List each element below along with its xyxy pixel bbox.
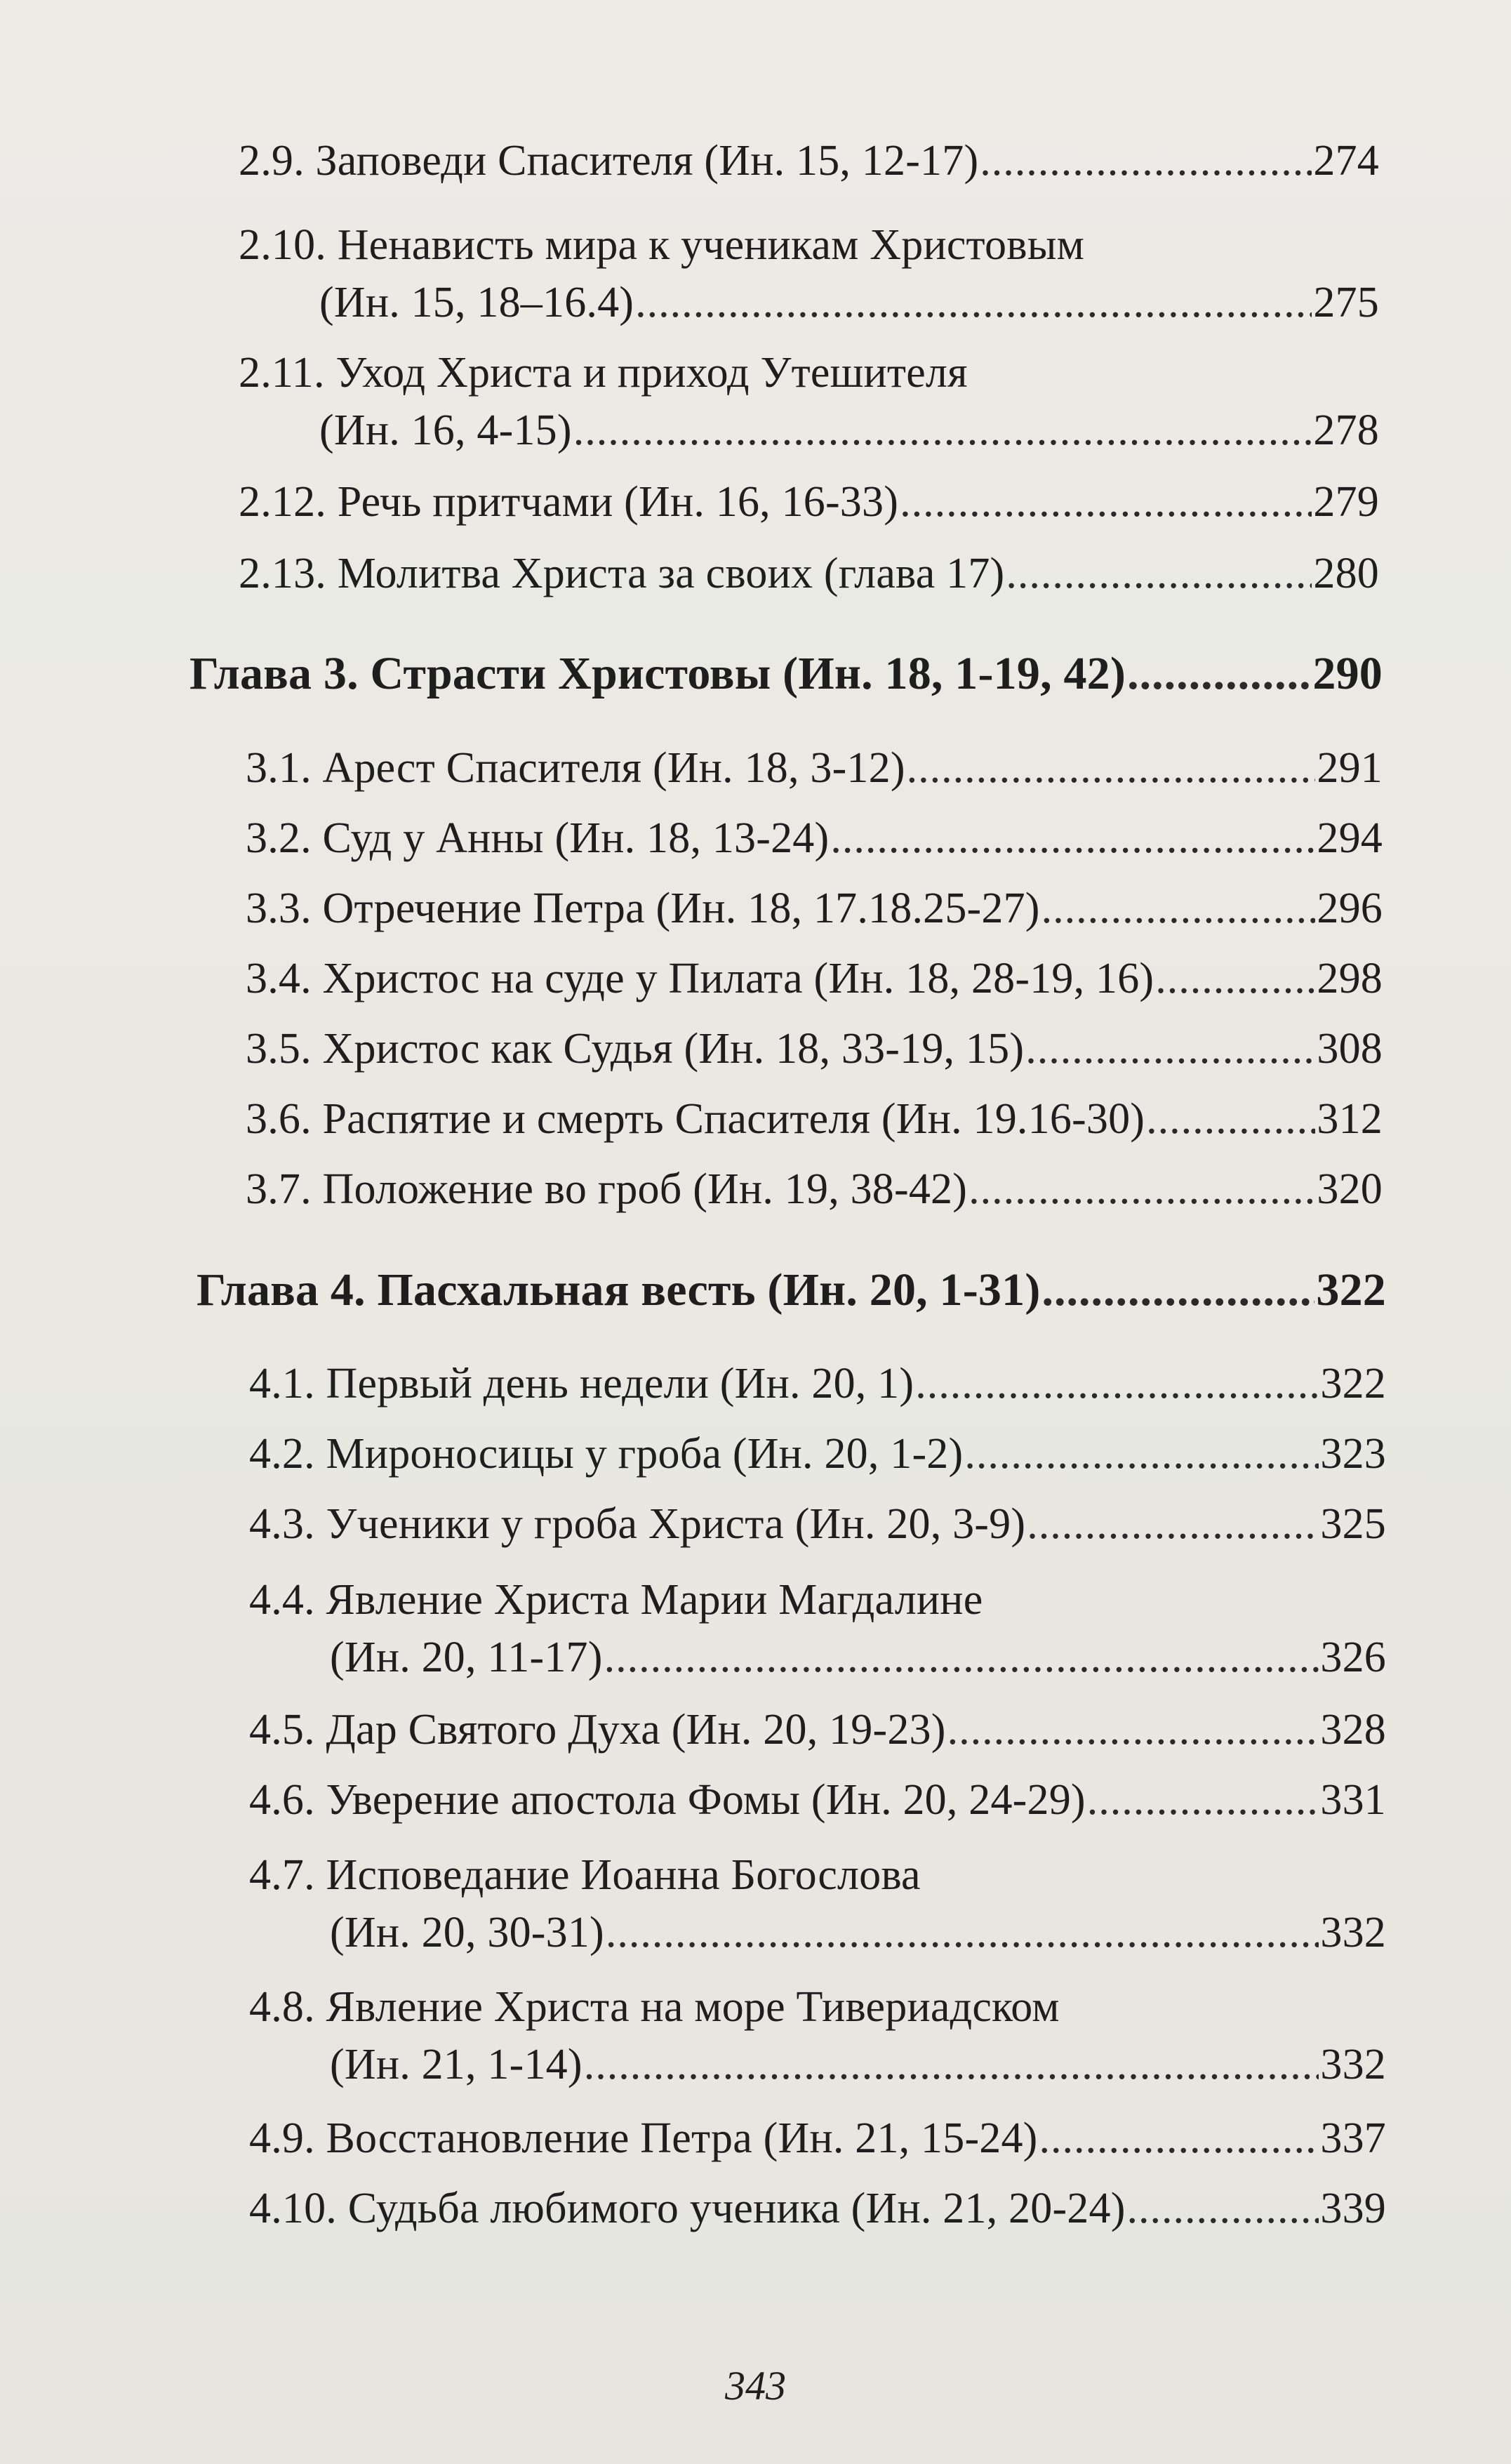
- dot-leader: [1146, 1097, 1315, 1141]
- toc-entry-title-continuation: (Ин. 15, 18–16.4): [319, 279, 634, 326]
- toc-entry-title: 4.4. Явление Христа Марии Магдалине: [249, 1576, 983, 1624]
- toc-line: [249, 1636, 1386, 1679]
- dot-leader: [907, 746, 1316, 790]
- dot-leader: [584, 2043, 1319, 2086]
- toc-line: [249, 2114, 1386, 2162]
- toc-page-number: 275: [1313, 279, 1379, 326]
- toc-section-entry: [246, 1167, 1383, 1211]
- toc-section-entry: [239, 552, 1379, 595]
- toc-section-entry: [249, 2114, 1386, 2162]
- toc-section-entry: [249, 1362, 1386, 1405]
- toc-entry-title: Глава 3. Страсти Христовы (Ин. 18, 1-19, 42): [189, 648, 1126, 699]
- toc-line: [246, 887, 1383, 930]
- dot-leader: [635, 281, 1312, 324]
- toc-page-number: 337: [1320, 2114, 1386, 2162]
- toc-entry-title: 4.7. Исповедание Иоанна Богослова: [249, 1851, 921, 1899]
- toc-line: [246, 957, 1383, 1000]
- toc-page-number: 328: [1320, 1706, 1386, 1754]
- dot-leader: [947, 1708, 1319, 1751]
- toc-line: [197, 1264, 1386, 1316]
- toc-line: [239, 223, 1379, 267]
- toc-line: [249, 1432, 1386, 1476]
- toc-page-number: 339: [1320, 2185, 1386, 2232]
- dot-leader: [1041, 887, 1316, 930]
- dot-leader: [1006, 552, 1312, 595]
- toc-entry-title: 2.9. Заповеди Спасителя (Ин. 15, 12-17): [239, 137, 979, 185]
- toc-line: [249, 1578, 1386, 1622]
- toc-entry-title: 3.3. Отречение Петра (Ин. 18, 17.18.25-27): [246, 885, 1040, 932]
- toc-line: [246, 1027, 1383, 1071]
- toc-page-number: 325: [1320, 1500, 1386, 1548]
- toc-entry-title: 4.1. Первый день недели (Ин. 20, 1): [249, 1360, 914, 1407]
- toc-entry-title: 2.11. Уход Христа и приход Утешителя: [239, 349, 968, 397]
- toc-line: [246, 746, 1383, 790]
- toc-line: [249, 1706, 1386, 1754]
- toc-page-number: 332: [1320, 1909, 1386, 1956]
- dot-leader: [604, 1636, 1319, 1679]
- toc-page-number: 296: [1317, 885, 1383, 932]
- toc-line: [239, 406, 1379, 454]
- toc-line: [249, 1362, 1386, 1405]
- toc-entry-title: Глава 4. Пасхальная весть (Ин. 20, 1-31): [197, 1264, 1041, 1316]
- toc-page-number: 278: [1313, 406, 1379, 454]
- toc-section-entry: [239, 480, 1379, 524]
- toc-line: [239, 351, 1379, 395]
- toc-chapter-entry: [189, 648, 1383, 699]
- toc-entry-title-continuation: (Ин. 20, 11-17): [330, 1634, 603, 1681]
- toc-line: [239, 281, 1379, 324]
- toc-page-number: 332: [1320, 2041, 1386, 2088]
- toc-section-entry: [249, 1853, 1386, 1954]
- toc-entry-title-continuation: (Ин. 16, 4-15): [319, 406, 572, 454]
- toc-line: [249, 1985, 1386, 2029]
- toc-entry-title: 4.10. Судьба любимого ученика (Ин. 21, 20-24): [249, 2185, 1126, 2232]
- toc-section-entry: [249, 1778, 1386, 1822]
- toc-page-number: 320: [1317, 1165, 1383, 1213]
- toc-page-number: 291: [1317, 744, 1383, 792]
- toc-entry-title-continuation: (Ин. 20, 30-31): [330, 1909, 604, 1956]
- toc-section-entry: [249, 1985, 1386, 2086]
- dot-leader: [915, 1362, 1319, 1405]
- toc-page-number: 323: [1320, 1430, 1386, 1478]
- toc-page-number: 290: [1312, 648, 1383, 699]
- toc-page-number: 294: [1317, 814, 1383, 862]
- toc-line: [239, 139, 1379, 183]
- toc-entry-title: 2.10. Ненависть мира к ученикам Христовым: [239, 221, 1084, 269]
- dot-leader: [1039, 2117, 1319, 2160]
- toc-section-entry: [249, 1502, 1386, 1546]
- toc-page-number: 322: [1316, 1264, 1386, 1316]
- dot-leader: [964, 1432, 1319, 1476]
- toc-page-number: 312: [1317, 1095, 1383, 1143]
- toc-section-entry: [239, 351, 1379, 452]
- toc-page-number: 279: [1313, 478, 1379, 526]
- toc-entry-title: 4.5. Дар Святого Духа (Ин. 20, 19-23): [249, 1706, 946, 1754]
- dot-leader: [573, 409, 1312, 452]
- dot-leader: [1042, 1267, 1315, 1313]
- dot-leader: [980, 139, 1312, 183]
- toc-section-entry: [246, 1097, 1383, 1141]
- dot-leader: [1025, 1027, 1315, 1071]
- toc-entry-title: 2.13. Молитва Христа за своих (глава 17): [239, 550, 1005, 597]
- toc-section-entry: [246, 957, 1383, 1000]
- toc-entry-title: 3.2. Суд у Анны (Ин. 18, 13-24): [246, 814, 830, 862]
- toc-line: [249, 1778, 1386, 1822]
- toc-line: [249, 1911, 1386, 1954]
- toc-line: [189, 648, 1383, 699]
- toc-entry-title: 2.12. Речь притчами (Ин. 16, 16-33): [239, 478, 899, 526]
- toc-page-number: 326: [1320, 1634, 1386, 1681]
- toc-line: [249, 2187, 1386, 2230]
- toc-entry-title: 4.3. Ученики у гроба Христа (Ин. 20, 3-9): [249, 1500, 1026, 1548]
- dot-leader: [830, 816, 1315, 860]
- toc-page-number: 308: [1317, 1025, 1383, 1073]
- toc-section-entry: [249, 1706, 1386, 1754]
- toc-entry-title-continuation: (Ин. 21, 1-14): [330, 2041, 583, 2088]
- toc-page-number: 274: [1313, 137, 1379, 185]
- toc-line: [249, 1853, 1386, 1897]
- toc-section-entry: [246, 816, 1383, 860]
- toc-entry-title: 3.7. Положение во гроб (Ин. 19, 38-42): [246, 1165, 968, 1213]
- toc-section-entry: [249, 1432, 1386, 1476]
- toc-line: [246, 1167, 1383, 1211]
- page-number: 343: [725, 2363, 786, 2409]
- toc-line: [246, 1097, 1383, 1141]
- dot-leader: [968, 1167, 1315, 1211]
- toc-section-entry: [239, 139, 1379, 183]
- toc-entry-title: 4.9. Восстановление Петра (Ин. 21, 15-24): [249, 2114, 1038, 2162]
- toc-entry-title: 4.8. Явление Христа на море Тивериадском: [249, 1983, 1060, 2031]
- toc-chapter-entry: [197, 1264, 1386, 1316]
- toc-page-number: 280: [1313, 550, 1379, 597]
- toc-line: [239, 552, 1379, 595]
- toc-entry-title: 4.2. Мироносицы у гроба (Ин. 20, 1-2): [249, 1430, 964, 1478]
- toc-line: [249, 1502, 1386, 1546]
- toc-section-entry: [249, 1578, 1386, 1679]
- dot-leader: [1127, 651, 1311, 697]
- toc-section-entry: [246, 1027, 1383, 1071]
- dot-leader: [1087, 1778, 1319, 1822]
- toc-section-entry: [239, 223, 1379, 324]
- dot-leader: [1127, 2187, 1319, 2230]
- toc-page-number: 298: [1317, 955, 1383, 1002]
- toc-entry-title: 3.4. Христос на суде у Пилата (Ин. 18, 28-19, 16): [246, 955, 1154, 1002]
- toc-entry-title: 3.1. Арест Спасителя (Ин. 18, 3-12): [246, 744, 905, 792]
- toc-line: [246, 816, 1383, 860]
- dot-leader: [900, 480, 1312, 524]
- toc-section-entry: [246, 746, 1383, 790]
- toc-line: [239, 480, 1379, 524]
- toc-entry-title: 3.5. Христос как Судья (Ин. 18, 33-19, 15): [246, 1025, 1025, 1073]
- dot-leader: [1155, 957, 1315, 1000]
- toc-line: [249, 2043, 1386, 2086]
- toc-entry-title: 3.6. Распятие и смерть Спасителя (Ин. 19.16-30): [246, 1095, 1145, 1143]
- toc-page-number: 331: [1320, 1776, 1386, 1824]
- toc-page-number: 322: [1320, 1360, 1386, 1407]
- toc-section-entry: [246, 887, 1383, 930]
- dot-leader: [1027, 1502, 1319, 1546]
- toc-entry-title: 4.6. Уверение апостола Фомы (Ин. 20, 24-29): [249, 1776, 1086, 1824]
- toc-section-entry: [249, 2187, 1386, 2230]
- dot-leader: [606, 1911, 1319, 1954]
